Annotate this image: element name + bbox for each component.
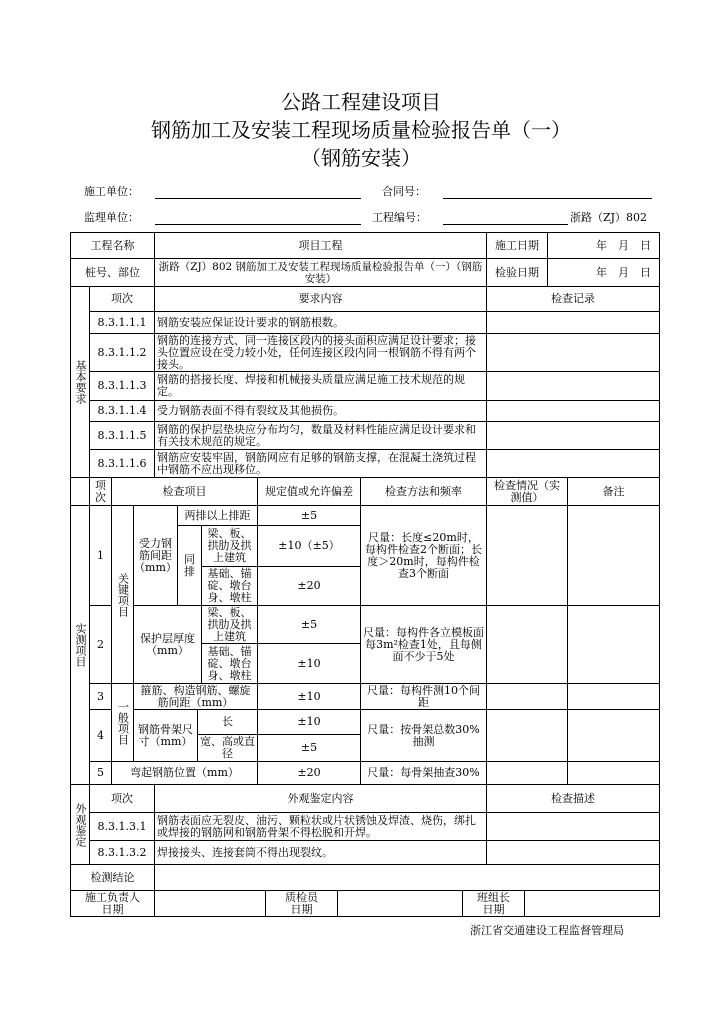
team-lead-field[interactable] bbox=[525, 891, 660, 917]
measured-result[interactable] bbox=[487, 710, 568, 762]
basic-text: 钢筋的连接方式、同一连接区段内的接头面积应满足设计要求；接头位置应设在受力较小处，任何连接区段内同一根钢筋不得有两个接头。 bbox=[155, 334, 487, 372]
measured-note[interactable] bbox=[568, 762, 660, 785]
measured-spec: ±10 bbox=[258, 644, 361, 684]
measured-method: 尺量：每骨架抽查30% bbox=[361, 762, 487, 785]
measured-method: 尺量：按骨架总数30%抽测 bbox=[361, 710, 487, 762]
appearance-section-label: 外观鉴定 bbox=[70, 785, 90, 865]
measured-note[interactable] bbox=[568, 606, 660, 684]
measured-part: 长 bbox=[198, 710, 258, 735]
measured-spec: ±5 bbox=[258, 606, 361, 644]
inspection-date-value: 年 月 日 bbox=[548, 259, 660, 287]
team-lead-sign bbox=[463, 891, 525, 917]
measured-col-note: 备注 bbox=[568, 478, 660, 506]
measured-spec: ±5 bbox=[258, 506, 361, 526]
measured-col-spec: 规定值或允许偏差 bbox=[258, 478, 361, 506]
date-label: 日期 bbox=[290, 902, 313, 916]
contract-no-label: 合同号： bbox=[382, 185, 426, 198]
appearance-code: 8.3.1.3.1 bbox=[90, 813, 155, 841]
footer-organization: 浙江省交通建设工程监督管理局 bbox=[470, 924, 624, 937]
qc-sign bbox=[266, 891, 338, 917]
general-items-label: 一般项目 bbox=[112, 684, 134, 762]
key-items-label: 关键项目 bbox=[112, 506, 134, 684]
basic-text: 受力钢筋表面不得有裂纹及其他损伤。 bbox=[155, 401, 487, 422]
measured-no: 5 bbox=[90, 762, 112, 785]
measured-spec: ±10 bbox=[258, 710, 361, 735]
qc-label: 质检员 bbox=[285, 891, 318, 904]
measured-item: 保护层厚度（mm） bbox=[134, 606, 202, 684]
measured-section-label: 实测项目 bbox=[70, 506, 90, 785]
measured-note[interactable] bbox=[568, 684, 660, 710]
measured-part: 宽、高或直径 bbox=[198, 735, 258, 762]
basic-text: 钢筋的搭接长度、焊接和机械接头质量应满足施工技术规范的规定。 bbox=[155, 372, 487, 401]
measured-header-blank bbox=[70, 478, 90, 506]
construction-lead-field[interactable] bbox=[155, 891, 266, 917]
measured-result[interactable] bbox=[487, 684, 568, 710]
form-code: 浙路（ZJ）802 bbox=[570, 211, 648, 224]
date-label: 日期 bbox=[482, 902, 505, 916]
team-lead-label: 班组长 bbox=[477, 891, 510, 904]
measured-method: 尺量：每构件测10个间距 bbox=[361, 684, 487, 710]
conclusion-label: 检测结论 bbox=[70, 865, 155, 891]
project-no-field[interactable] bbox=[443, 210, 568, 225]
measured-method: 尺量：每构件各立模板面每3m²检查1处，且每侧面不少于5处 bbox=[361, 606, 487, 684]
appearance-text: 钢筋表面应无裂皮、油污、颗粒状或片状锈蚀及焊渣、烧伤，绑扎或焊接的钢筋网和钢筋骨架不得松脱和开焊。 bbox=[155, 813, 487, 841]
measured-item: 箍筋、构造钢筋、螺旋筋间距（mm） bbox=[134, 684, 258, 710]
contract-no-field[interactable] bbox=[443, 184, 652, 199]
basic-col-record: 检查记录 bbox=[487, 287, 660, 312]
measured-note[interactable] bbox=[568, 710, 660, 762]
basic-code: 8.3.1.1.4 bbox=[90, 401, 155, 422]
appearance-col-desc: 检查描述 bbox=[487, 785, 660, 813]
inspection-date-label: 检验日期 bbox=[487, 259, 548, 287]
measured-no: 1 bbox=[90, 506, 112, 606]
basic-record[interactable] bbox=[487, 312, 660, 334]
appearance-col-item: 项次 bbox=[90, 785, 155, 813]
pile-value: 浙路（ZJ）802 钢筋加工及安装工程现场质量检验报告单（一）（钢筋安装） bbox=[155, 259, 487, 287]
measured-item: 钢筋骨架尺寸（mm） bbox=[134, 710, 198, 762]
measured-no: 2 bbox=[90, 606, 112, 684]
title-line-1: 公路工程建设项目 bbox=[281, 90, 441, 114]
basic-record[interactable] bbox=[487, 450, 660, 478]
measured-method: 尺量：长度≤20m时，每构件检查2个断面；长度＞20m时，每构件检查3个断面 bbox=[361, 506, 487, 606]
measured-spec: ±20 bbox=[258, 567, 361, 606]
basic-col-req: 要求内容 bbox=[155, 287, 487, 312]
same-row-label: 同排 bbox=[178, 526, 202, 606]
basic-text: 钢筋安装应保证设计要求的钢筋根数。 bbox=[155, 312, 487, 334]
measured-part: 梁、板、拱肋及拱上建筑 bbox=[202, 606, 258, 644]
basic-col-item: 项次 bbox=[90, 287, 155, 312]
measured-spec: ±10（±5） bbox=[258, 526, 361, 567]
title-line-2: 钢筋加工及安装工程现场质量检验报告单（一） bbox=[151, 118, 571, 142]
conclusion-field[interactable] bbox=[155, 865, 660, 891]
contractor-field[interactable] bbox=[155, 184, 361, 199]
project-name-value: 项目工程 bbox=[155, 232, 487, 259]
basic-section-label: 基本要求 bbox=[70, 287, 90, 478]
appearance-col-content: 外观鉴定内容 bbox=[155, 785, 487, 813]
measured-item: 弯起钢筋位置（mm） bbox=[112, 762, 258, 785]
appearance-desc[interactable] bbox=[487, 841, 660, 865]
measured-spec: ±5 bbox=[258, 735, 361, 762]
measured-spec: ±10 bbox=[258, 684, 361, 710]
contractor-label: 施工单位： bbox=[84, 185, 139, 198]
measured-part: 两排以上排距 bbox=[178, 506, 258, 526]
supervisor-field[interactable] bbox=[155, 210, 361, 225]
date-label: 日期 bbox=[101, 902, 124, 916]
qc-field[interactable] bbox=[338, 891, 463, 917]
basic-text: 钢筋的保护层垫块应分布均匀，数量及材料性能应满足设计要求和有关技术规范的规定。 bbox=[155, 422, 487, 450]
measured-part: 基础、锚碇、墩台身、墩柱 bbox=[202, 644, 258, 684]
title-line-3: （钢筋安装） bbox=[301, 146, 421, 170]
basic-code: 8.3.1.1.2 bbox=[90, 334, 155, 372]
basic-record[interactable] bbox=[487, 401, 660, 422]
construction-lead-sign bbox=[70, 891, 155, 917]
pile-label: 桩号、部位 bbox=[70, 259, 155, 287]
appearance-desc[interactable] bbox=[487, 813, 660, 841]
measured-item: 受力钢筋间距（mm） bbox=[134, 506, 178, 606]
basic-code: 8.3.1.1.3 bbox=[90, 372, 155, 401]
measured-col-item: 检查项目 bbox=[112, 478, 258, 506]
measured-no: 4 bbox=[90, 710, 112, 762]
measured-result[interactable] bbox=[487, 762, 568, 785]
project-name-label: 工程名称 bbox=[70, 232, 155, 259]
basic-text: 钢筋应安装牢固，钢筋网应有足够的钢筋支撑，在混凝土浇筑过程中钢筋不应出现移位。 bbox=[155, 450, 487, 478]
measured-part: 基础、锚碇、墩台身、墩柱 bbox=[202, 567, 258, 606]
measured-result[interactable] bbox=[487, 606, 568, 684]
measured-note[interactable] bbox=[568, 506, 660, 606]
basic-code: 8.3.1.1.6 bbox=[90, 450, 155, 478]
supervisor-label: 监理单位： bbox=[84, 211, 139, 224]
appearance-text: 焊接接头、连接套筒不得出现裂纹。 bbox=[155, 841, 487, 865]
measured-col-method: 检查方法和频率 bbox=[361, 478, 487, 506]
measured-part: 梁、板、拱肋及拱上建筑 bbox=[202, 526, 258, 567]
measured-spec: ±20 bbox=[258, 762, 361, 785]
appearance-code: 8.3.1.3.2 bbox=[90, 841, 155, 865]
basic-record[interactable] bbox=[487, 334, 660, 372]
construction-date-label: 施工日期 bbox=[487, 232, 548, 259]
measured-col-result: 检查情况（实测值） bbox=[487, 478, 568, 506]
measured-result[interactable] bbox=[487, 506, 568, 606]
measured-no: 3 bbox=[90, 684, 112, 710]
basic-code: 8.3.1.1.1 bbox=[90, 312, 155, 334]
basic-record[interactable] bbox=[487, 422, 660, 450]
project-no-label: 工程编号： bbox=[372, 211, 427, 224]
basic-code: 8.3.1.1.5 bbox=[90, 422, 155, 450]
construction-date-value: 年 月 日 bbox=[548, 232, 660, 259]
construction-lead-label: 施工负责人 bbox=[85, 891, 140, 904]
basic-record[interactable] bbox=[487, 372, 660, 401]
measured-col-no: 项次 bbox=[90, 478, 112, 506]
